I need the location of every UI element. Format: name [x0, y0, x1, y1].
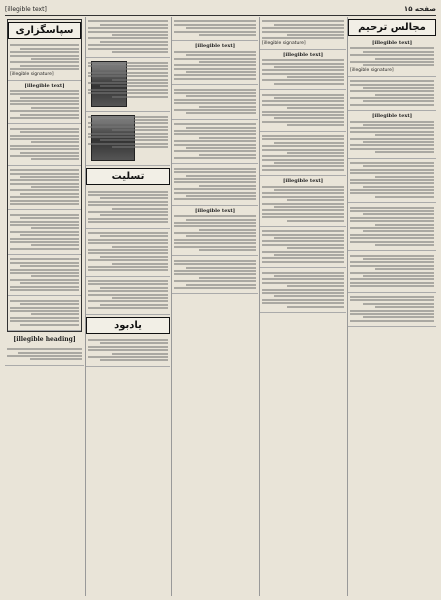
notice-block	[172, 256, 258, 294]
notice-block	[86, 229, 170, 277]
thanks-box	[7, 19, 82, 332]
notice-block	[5, 345, 84, 366]
column-notices-3	[171, 17, 258, 596]
notice-block	[260, 176, 346, 227]
notice-block	[348, 159, 436, 204]
photo-notice	[86, 112, 170, 166]
section-title-condolences: تسلیت	[86, 168, 170, 185]
notice-block	[8, 255, 81, 296]
bottom-notice-title: [illegible heading]	[13, 335, 76, 343]
notice-block	[260, 90, 346, 131]
notice-signature: [illegible signature]	[262, 40, 306, 46]
notice-block	[348, 203, 436, 251]
notice-signature: [illegible signature]	[350, 67, 394, 73]
notice-block	[8, 296, 81, 331]
page-header	[5, 3, 436, 16]
notice-block	[86, 187, 170, 228]
notice-block	[260, 227, 346, 268]
notice-heading: [illegible text]	[282, 51, 324, 58]
columns-area	[5, 17, 436, 596]
section-title-thanks: سپاسگزاری	[8, 22, 81, 39]
page-number: صفحه ۱۵	[403, 5, 436, 13]
notice-heading: [illegible text]	[371, 40, 413, 46]
column-condolences	[85, 17, 170, 596]
edition-note: [illegible text]	[5, 5, 47, 13]
notice-block	[8, 81, 81, 125]
notice-block	[348, 251, 436, 292]
notice-block	[172, 120, 258, 165]
notice-block	[172, 41, 258, 85]
section-title-condolence-gatherings: مجالس ترحیم	[348, 19, 436, 36]
notice-heading: [illegible text]	[282, 178, 324, 185]
notice-block	[348, 293, 436, 328]
notice-block	[260, 17, 346, 50]
notice-block	[86, 277, 170, 315]
notice-block	[348, 111, 436, 158]
notice-block	[86, 336, 170, 367]
notice-block	[8, 210, 81, 255]
notice-block	[260, 132, 346, 177]
notice-block	[260, 268, 346, 313]
section-title-memorial: یادبود	[86, 317, 170, 334]
notice-block	[8, 41, 81, 81]
notice-block	[172, 17, 258, 41]
photo-notice	[86, 58, 170, 112]
notice-block	[172, 164, 258, 205]
column-notices-2	[259, 17, 346, 596]
notice-block	[8, 124, 81, 165]
notice-heading: [illegible text]	[24, 82, 65, 89]
notice-block	[172, 85, 258, 120]
column-thanks	[5, 17, 84, 596]
notice-block	[260, 50, 346, 91]
column-condolence-gatherings	[347, 17, 436, 596]
notice-signature: [illegible signature]	[10, 71, 54, 77]
notice-block	[348, 38, 436, 77]
notice-block	[8, 166, 81, 211]
notice-heading: [illegible text]	[371, 113, 413, 120]
notice-block	[348, 77, 436, 112]
notice-block	[86, 17, 170, 58]
notice-heading: [illegible text]	[194, 207, 236, 214]
notice-heading: [illegible text]	[194, 43, 236, 50]
notice-block	[172, 206, 258, 257]
